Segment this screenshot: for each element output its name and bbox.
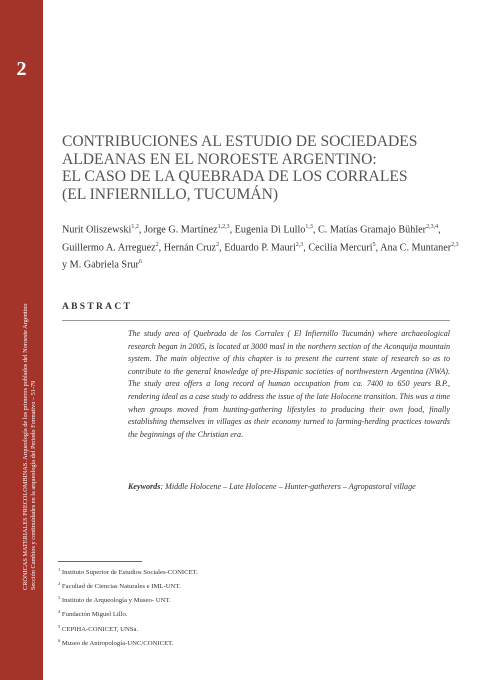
author-separator: y [62,259,70,271]
abstract-divider [62,320,450,321]
footnote [58,579,438,593]
author-separator: , [438,224,441,236]
author-separator: , [158,241,164,253]
author-list [62,220,462,273]
author-name: Hernán Cruz [163,241,217,253]
chapter-title [62,133,462,203]
chapter-title-line: (EL INFIERNILLO, TUCUMÁN) [62,185,279,203]
footnote-text: Museo de Antropología-UNC/CONICET. [61,639,174,647]
author-separator: , [138,224,144,236]
abstract-heading: ABSTRACT [62,302,133,312]
footnote-number: 6 [58,637,61,643]
footnote-text: Facultad de Ciencias Naturales e IML-UNT. [61,583,181,591]
chapter-number: 2 [16,58,27,80]
author-affiliation-marker: 2,3,4 [426,224,439,230]
author-affiliation-marker: 2 [216,241,220,248]
footnote [58,622,438,636]
author-name: Jorge G. Martínez [143,224,218,236]
chapter-title-line: EL CASO DE LA QUEBRADA DE LOS CORRALES [62,168,408,186]
author-name: Eugenia Di Lullo [234,224,306,236]
author-separator: , [312,224,318,236]
chapter-sidebar [0,0,43,680]
keywords-list: : Middle Holocene – Late Holocene – Hunter-gatherers – Agropastoral village [160,482,416,491]
running-header-vertical [22,70,52,590]
chapter-title-line: CONTRIBUCIONES AL ESTUDIO DE SOCIEDADES [62,133,418,150]
author-name: C. Matías Gramajo Bühler [318,224,427,236]
author-affiliation-marker: 2,3 [295,241,304,248]
author-affiliation-marker: 1,3 [305,224,313,230]
author-name: Nurit Oliszewski [62,224,132,236]
abstract-text: The study area of Quebrada de los Corrales ( El Infiernillo Tucumán) where archaeological research began in 2005, is located at 3000 masl in the northern section of the Aconquija mountain system. The main objective of this chapter is to present the current state of research so as to contribute to the general knowledge of pre-Hispanic societies of northwestern Argentina (NWA). The study area offers a long record of human occupation from ca. 7400 to 650 years B.P., rendering ideal as a case study to address the issue of the late Holocene transition. This was a time when groups moved from hunting-gathering lifestyles to producing their own food, finally establishing themselves in villages as their economy turned to farming-herding practices towards the beginnings of the Christian era. [128,329,450,439]
author-name: Eduardo P. Mauri [224,241,296,253]
footnote [58,593,438,607]
author-affiliation-marker: 2,3 [451,241,459,248]
author-separator: , [375,241,381,253]
author-affiliation-marker: 5 [372,241,376,248]
footnote-number: 4 [58,609,61,615]
author-separator: , [219,241,225,253]
author-affiliation-marker: 6 [138,259,142,266]
author-affiliation-marker: 1,2,3 [217,224,230,230]
author-separator: , [303,241,309,253]
author-affiliation-marker: 2 [155,241,159,248]
footnote-text: Instituto Superior de Estudios Sociales-CONICET. [61,569,198,577]
keywords-label: Keywords [128,482,161,491]
author-name: Guillermo A. Arreguez [62,241,156,253]
footnote-text: CEPIHA-CONICET, UNSa. [61,625,139,633]
footnote [58,565,438,579]
author-affiliation-marker: 1,2 [131,224,139,230]
footnote-text: Instituto de Arqueología y Museo- UNT. [61,597,171,605]
author-name: M. Gabriela Srur [69,259,139,271]
footnotes [58,565,438,650]
footnote-number: 2 [58,581,61,587]
footnote [58,607,438,621]
footnote-divider [58,561,142,562]
footnote [58,636,438,650]
footnote-number: 3 [58,595,61,601]
footnote-number: 5 [58,623,61,629]
author-name: Ana C. Muntaner [380,241,452,253]
running-header-line-2: Sección Cambios y continuidades en la arqueología del Periodo Formativo – 51-79 [30,380,38,590]
keywords [128,481,450,494]
author-name: Cecilia Mercuri [308,241,373,253]
footnote-text: Fundación Miguel Lillo. [61,611,128,619]
chapter-title-line: ALDEANAS EN EL NOROESTE ARGENTINO: [62,150,377,168]
running-header-line-1: CRÓNICAS MATERIALES PRECOLOMBINAS. Arqueología de los primeros poblados del Noroeste Argentino [22,303,29,590]
author-separator: , [229,224,235,236]
footnote-number: 1 [58,567,61,572]
